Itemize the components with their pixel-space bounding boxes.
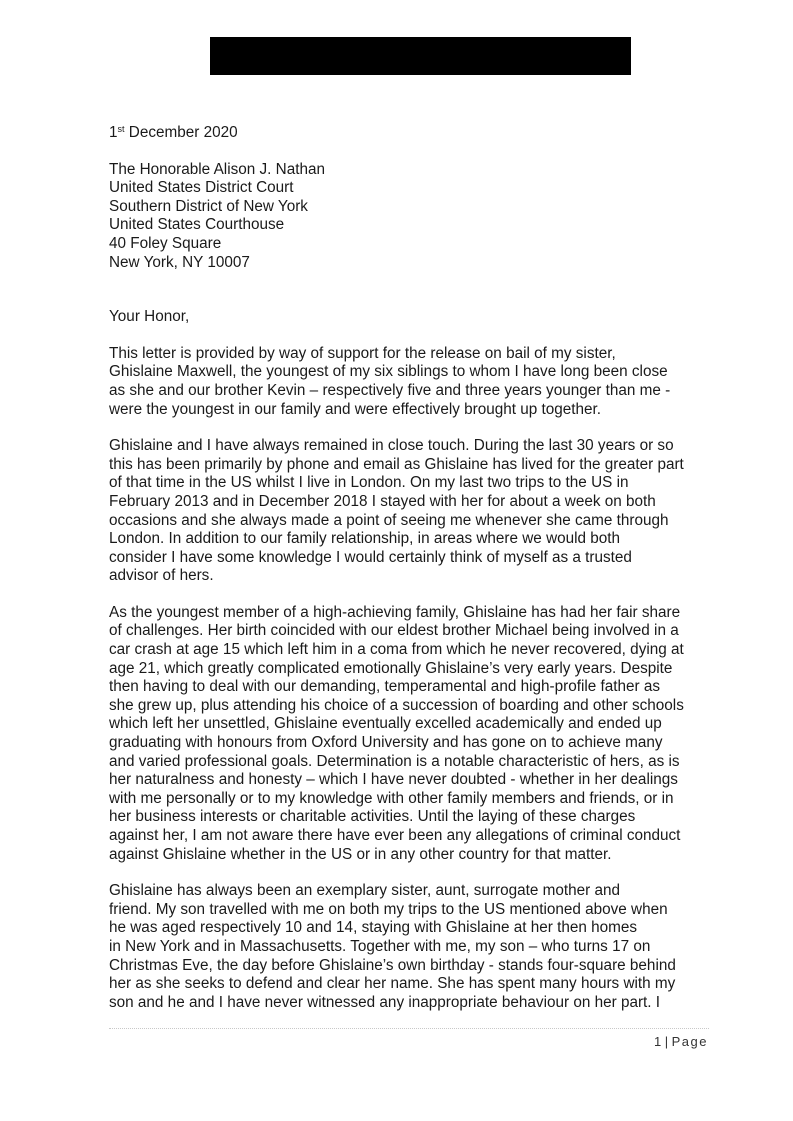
text-line: against Ghislaine whether in the US or in any other country for that matter. (109, 845, 612, 863)
address-line: United States Courthouse (109, 216, 285, 234)
footer-divider (109, 1028, 709, 1029)
address-line: 40 Foley Square (109, 234, 222, 252)
text-line: London. In addition to our family relationship, in areas where we would both (109, 530, 621, 548)
text-line: friend. My son travelled with me on both my trips to the US mentioned above when (109, 900, 668, 918)
text-line: Christmas Eve, the day before Ghislaine’s own birthday - stands four-square behind (109, 956, 676, 974)
paragraph-1 (109, 345, 719, 419)
text-line: This letter is provided by way of support for the release on bail of my sister, (109, 344, 616, 362)
letter-date: 1st December 2020 (109, 123, 238, 141)
address-line: The Honorable Alison J. Nathan (109, 160, 325, 178)
text-line: Ghislaine has always been an exemplary sister, aunt, surrogate mother and (109, 882, 621, 900)
page-separator: | (664, 1034, 670, 1049)
text-line: car crash at age 15 which left him in a coma from which he never recovered, dying at (109, 641, 684, 659)
text-line: graduating with honours from Oxford University and has gone on to achieve many (109, 734, 663, 752)
recipient-address (109, 161, 719, 273)
letter-body (109, 124, 719, 1030)
page-label: Page (671, 1034, 708, 1049)
text-line: occasions and she always made a point of seeing me whenever she came through (109, 511, 669, 529)
text-line: in New York and in Massachusetts. Together with me, my son – who turns 17 on (109, 937, 651, 955)
text-line: then having to deal with our demanding, temperamental and high-profile father as (109, 678, 661, 696)
text-line: as she and our brother Kevin – respectively five and three years younger than me - (109, 381, 671, 399)
text-line: he was aged respectively 10 and 14, staying with Ghislaine at her then homes (109, 919, 638, 937)
text-line: her business interests or charitable activities. Until the laying of these charges (109, 808, 636, 826)
text-line: with me personally or to my knowledge with other family members and friends, or in (109, 789, 674, 807)
text-line: advisor of hers. (109, 567, 214, 585)
salutation: Your Honor, (109, 308, 190, 326)
address-line: Southern District of New York (109, 197, 308, 215)
text-line: of challenges. Her birth coincided with our eldest brother Michael being involved in a (109, 622, 679, 640)
text-line: consider I have some knowledge I would certainly think of myself as a trusted (109, 548, 632, 566)
text-line: her naturalness and honesty – which I have never doubted - whether in her dealings (109, 771, 678, 789)
paragraph-2 (109, 437, 719, 586)
text-line: this has been primarily by phone and email as Ghislaine has lived for the greater part (109, 455, 684, 473)
text-line: age 21, which greatly complicated emotionally Ghislaine’s very early years. Despite (109, 659, 673, 677)
redaction-bar (210, 37, 631, 75)
text-line: Ghislaine Maxwell, the youngest of my six siblings to whom I have long been close (109, 363, 668, 381)
text-line: of that time in the US whilst I live in London. On my last two trips to the US in (109, 474, 629, 492)
text-line: which left her unsettled, Ghislaine eventually excelled academically and ended up (109, 715, 662, 733)
text-line: her as she seeks to defend and clear her name. She has spent many hours with my (109, 975, 676, 993)
text-line: Ghislaine and I have always remained in close touch. During the last 30 years or so (109, 437, 674, 455)
text-line: against her, I am not aware there have ever been any allegations of criminal conduct (109, 827, 681, 844)
page-footer (654, 1034, 708, 1049)
text-line: were the youngest in our family and were effectively brought up together. (109, 400, 602, 418)
text-line: son and he and I have never witnessed any inappropriate behaviour on her part. I (109, 993, 661, 1011)
paragraph-3 (109, 604, 719, 864)
address-line: New York, NY 10007 (109, 253, 250, 271)
address-line: United States District Court (109, 179, 294, 197)
text-line: As the youngest member of a high-achieving family, Ghislaine has had her fair share (109, 603, 681, 621)
paragraph-4 (109, 882, 719, 1012)
page-number: 1 (654, 1034, 663, 1049)
text-line: she grew up, plus attending his choice of a succession of boarding and other schools (109, 696, 684, 714)
text-line: and varied professional goals. Determination is a notable characteristic of hers, as is (109, 752, 680, 770)
text-line: February 2013 and in December 2018 I stayed with her for about a week on both (109, 492, 656, 510)
